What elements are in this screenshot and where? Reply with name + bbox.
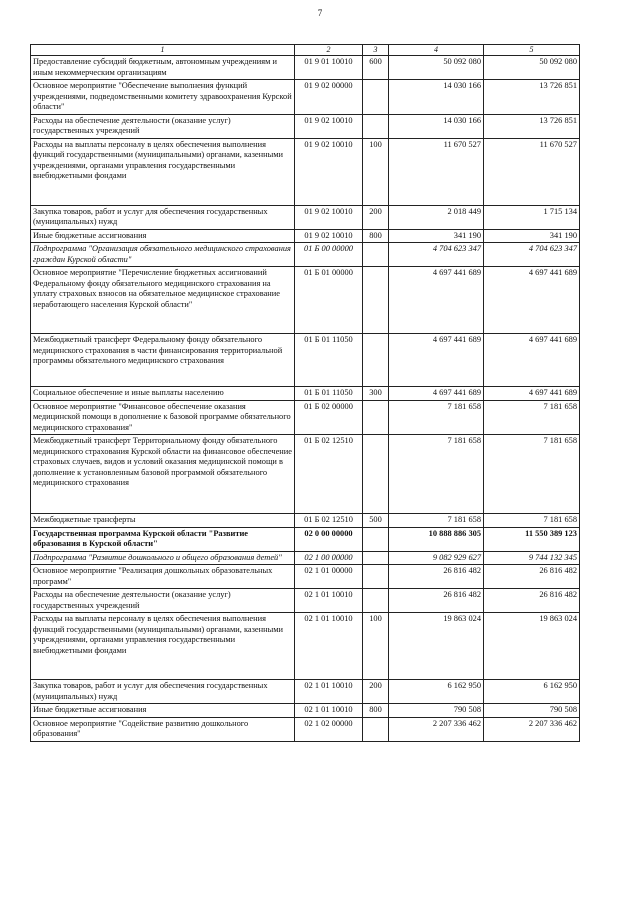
expense-type-cell: 300 [363, 387, 389, 401]
expense-name-cell: Подпрограмма "Развитие дошкольного и общего образования детей" [31, 551, 295, 565]
amount-year2-cell: 7 181 658 [484, 400, 580, 435]
amount-year1-cell: 4 697 441 689 [389, 387, 484, 401]
amount-year1-cell: 26 816 482 [389, 565, 484, 589]
target-code-cell: 01 Б 01 11050 [295, 334, 363, 387]
table-row [31, 400, 580, 435]
amount-year2-cell: 4 697 441 689 [484, 267, 580, 334]
header-cell-2: 2 [295, 45, 363, 56]
header-cell-3: 3 [363, 45, 389, 56]
expense-name-cell: Подпрограмма "Организация обязательного медицинского страхования граждан Курской области" [31, 243, 295, 267]
target-code-cell: 02 1 00 00000 [295, 551, 363, 565]
expense-type-cell [363, 527, 389, 551]
expense-type-cell [363, 243, 389, 267]
amount-year2-cell: 341 190 [484, 229, 580, 243]
expense-name-cell: Расходы на выплаты персоналу в целях обеспечения выполнения функций государственными (муниципальными) органами, казенными учреждениями, органами управления государственными внебюджетными фондами [31, 138, 295, 205]
amount-year1-cell: 341 190 [389, 229, 484, 243]
target-code-cell: 02 1 01 10010 [295, 613, 363, 680]
amount-year2-cell: 11 550 389 123 [484, 527, 580, 551]
amount-year1-cell: 26 816 482 [389, 589, 484, 613]
target-code-cell: 02 1 02 00000 [295, 717, 363, 741]
target-code-cell: 01 9 02 00000 [295, 80, 363, 115]
amount-year1-cell: 7 181 658 [389, 400, 484, 435]
amount-year2-cell: 4 704 623 347 [484, 243, 580, 267]
table-row [31, 205, 580, 229]
expense-type-cell: 500 [363, 514, 389, 528]
table-row [31, 717, 580, 741]
expense-type-cell [363, 551, 389, 565]
amount-year2-cell: 4 697 441 689 [484, 387, 580, 401]
target-code-cell: 01 Б 02 12510 [295, 435, 363, 514]
amount-year2-cell: 13 726 851 [484, 80, 580, 115]
expense-type-cell: 200 [363, 680, 389, 704]
expense-name-cell: Закупка товаров, работ и услуг для обеспечения государственных (муниципальных) нужд [31, 680, 295, 704]
expense-name-cell: Расходы на обеспечение деятельности (оказание услуг) государственных учреждений [31, 589, 295, 613]
header-cell-5: 5 [484, 45, 580, 56]
amount-year1-cell: 14 030 166 [389, 80, 484, 115]
expense-name-cell: Закупка товаров, работ и услуг для обеспечения государственных (муниципальных) нужд [31, 205, 295, 229]
table-row [31, 527, 580, 551]
amount-year2-cell: 26 816 482 [484, 565, 580, 589]
expense-name-cell: Расходы на обеспечение деятельности (оказание услуг) государственных учреждений [31, 114, 295, 138]
expense-type-cell [363, 435, 389, 514]
target-code-cell: 01 9 01 10010 [295, 56, 363, 80]
table-header-row [31, 45, 580, 56]
table-row [31, 704, 580, 718]
target-code-cell: 02 1 01 10010 [295, 680, 363, 704]
table-row [31, 243, 580, 267]
table-row [31, 387, 580, 401]
amount-year1-cell: 4 697 441 689 [389, 334, 484, 387]
expense-type-cell [363, 267, 389, 334]
expense-type-cell: 100 [363, 138, 389, 205]
target-code-cell: 02 1 01 00000 [295, 565, 363, 589]
amount-year2-cell: 7 181 658 [484, 435, 580, 514]
amount-year2-cell: 4 697 441 689 [484, 334, 580, 387]
expense-name-cell: Межбюджетный трансферт Федеральному фонду обязательного медицинского страхования в части финансирования территориальной программы обязательного медицинского страхования [31, 334, 295, 387]
table-row [31, 589, 580, 613]
target-code-cell: 01 9 02 10010 [295, 138, 363, 205]
amount-year1-cell: 7 181 658 [389, 435, 484, 514]
amount-year1-cell: 6 162 950 [389, 680, 484, 704]
target-code-cell: 01 9 02 10010 [295, 205, 363, 229]
target-code-cell: 01 9 02 10010 [295, 229, 363, 243]
expense-name-cell: Основное мероприятие "Содействие развитию дошкольного образования" [31, 717, 295, 741]
header-cell-4: 4 [389, 45, 484, 56]
expense-type-cell [363, 114, 389, 138]
amount-year2-cell: 11 670 527 [484, 138, 580, 205]
amount-year1-cell: 9 082 929 627 [389, 551, 484, 565]
expense-type-cell: 600 [363, 56, 389, 80]
amount-year1-cell: 50 092 080 [389, 56, 484, 80]
expense-type-cell [363, 717, 389, 741]
amount-year1-cell: 2 207 336 462 [389, 717, 484, 741]
amount-year2-cell: 6 162 950 [484, 680, 580, 704]
target-code-cell: 02 0 00 00000 [295, 527, 363, 551]
table-row [31, 613, 580, 680]
amount-year1-cell: 4 697 441 689 [389, 267, 484, 334]
amount-year2-cell: 19 863 024 [484, 613, 580, 680]
page-number: 7 [317, 8, 323, 18]
header-cell-1: 1 [31, 45, 295, 56]
expense-type-cell [363, 400, 389, 435]
expense-name-cell: Основное мероприятие "Обеспечение выполнения функций учреждениями, подведомственными комитету здравоохранения Курской области" [31, 80, 295, 115]
budget-table-body [31, 45, 580, 742]
table-row [31, 514, 580, 528]
expense-type-cell [363, 80, 389, 115]
expense-name-cell: Иные бюджетные ассигнования [31, 229, 295, 243]
amount-year2-cell: 2 207 336 462 [484, 717, 580, 741]
table-row [31, 334, 580, 387]
expense-name-cell: Основное мероприятие "Реализация дошкольных образовательных программ" [31, 565, 295, 589]
expense-name-cell: Межбюджетные трансферты [31, 514, 295, 528]
target-code-cell: 01 Б 02 00000 [295, 400, 363, 435]
amount-year1-cell: 7 181 658 [389, 514, 484, 528]
target-code-cell: 01 9 02 10010 [295, 114, 363, 138]
table-row [31, 56, 580, 80]
expense-type-cell: 800 [363, 229, 389, 243]
table-row [31, 435, 580, 514]
expense-name-cell: Межбюджетный трансферт Территориальному фонду обязательного медицинского страхования Курской области на финансовое обеспечение страховых случаев, видов и условий оказания медицинской помощи в дополнение к установленным базовой программой обязательного медицинского страхования [31, 435, 295, 514]
table-row [31, 80, 580, 115]
expense-name-cell: Основное мероприятие "Финансовое обеспечение оказания медицинской помощи в дополнение к базовой программе обязательного медицинского страхования" [31, 400, 295, 435]
table-row [31, 114, 580, 138]
amount-year1-cell: 14 030 166 [389, 114, 484, 138]
target-code-cell: 01 Б 02 12510 [295, 514, 363, 528]
table-row [31, 229, 580, 243]
expense-type-cell [363, 565, 389, 589]
target-code-cell: 02 1 01 10010 [295, 589, 363, 613]
expense-name-cell: Основное мероприятие "Перечисление бюджетных ассигнований Федеральному фонду обязательного медицинского страхования на уплату страховых взносов на обязательное медицинское страхование неработающего населения Курской области" [31, 267, 295, 334]
expense-type-cell: 200 [363, 205, 389, 229]
amount-year2-cell: 26 816 482 [484, 589, 580, 613]
table-row [31, 680, 580, 704]
amount-year2-cell: 9 744 132 345 [484, 551, 580, 565]
target-code-cell: 01 Б 01 11050 [295, 387, 363, 401]
expense-name-cell: Социальное обеспечение и иные выплаты населению [31, 387, 295, 401]
amount-year2-cell: 1 715 134 [484, 205, 580, 229]
amount-year1-cell: 790 508 [389, 704, 484, 718]
amount-year2-cell: 790 508 [484, 704, 580, 718]
amount-year2-cell: 7 181 658 [484, 514, 580, 528]
target-code-cell: 01 Б 01 00000 [295, 267, 363, 334]
table-row [31, 138, 580, 205]
amount-year2-cell: 50 092 080 [484, 56, 580, 80]
amount-year2-cell: 13 726 851 [484, 114, 580, 138]
table-row [31, 565, 580, 589]
expense-type-cell [363, 334, 389, 387]
target-code-cell: 01 Б 00 00000 [295, 243, 363, 267]
amount-year1-cell: 19 863 024 [389, 613, 484, 680]
expense-name-cell: Иные бюджетные ассигнования [31, 704, 295, 718]
expense-name-cell: Предоставление субсидий бюджетным, автономным учреждениям и иным некоммерческим организациям [31, 56, 295, 80]
expense-type-cell: 100 [363, 613, 389, 680]
amount-year1-cell: 4 704 623 347 [389, 243, 484, 267]
amount-year1-cell: 10 888 886 305 [389, 527, 484, 551]
target-code-cell: 02 1 01 10010 [295, 704, 363, 718]
budget-table [30, 44, 580, 742]
expense-type-cell [363, 589, 389, 613]
table-row [31, 551, 580, 565]
amount-year1-cell: 2 018 449 [389, 205, 484, 229]
expense-name-cell: Расходы на выплаты персоналу в целях обеспечения выполнения функций государственными (муниципальными) органами, казенными учреждениями, органами управления государственными внебюджетными фондами [31, 613, 295, 680]
table-row [31, 267, 580, 334]
expense-name-cell: Государственная программа Курской области "Развитие образования в Курской области" [31, 527, 295, 551]
amount-year1-cell: 11 670 527 [389, 138, 484, 205]
expense-type-cell: 800 [363, 704, 389, 718]
